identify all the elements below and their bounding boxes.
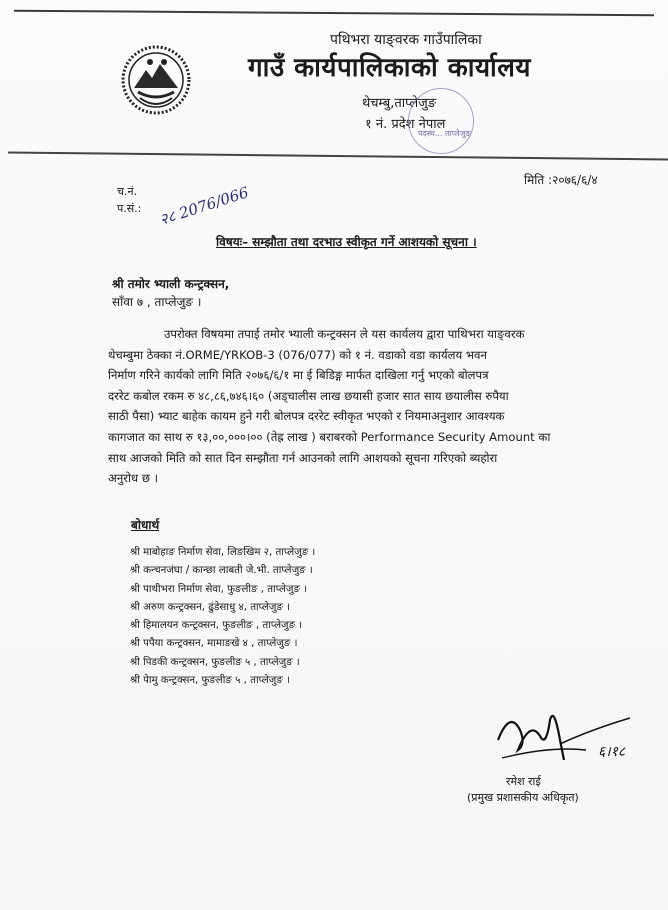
- cc-list-item: श्री पाथीभरा निर्माण सेवा, फुङलीङ , ताप्लेजुङ ।: [130, 583, 308, 595]
- signatory-name: रमेश राई: [506, 775, 541, 788]
- cc-list-item: श्री माबोहाङ निर्माण सेवा, लिङखिम २, ताप्लेजुङ ।: [130, 547, 316, 558]
- top-rule: [14, 10, 654, 16]
- cc-list-item: श्री पिडकी कन्ट्रक्सन, फुङलीङ ५ , ताप्लेजुङ ।: [130, 656, 300, 668]
- address-line-2: १ नं. प्रदेश नेपाल: [365, 117, 446, 132]
- body-line: कागजात का साथ रु १३,००,०००।०० (तेह्र लाख ) बराबरको Performance Security Amount का: [108, 429, 551, 444]
- body-line: दररेट कबोल रकम रु ४८,८६,७४६।६० (अड्चालीस लाख छयासी हजार सात साय छयालीस रुपैया: [108, 388, 509, 403]
- letter-body: [108, 324, 648, 489]
- cc-title: बोधार्थ: [131, 518, 160, 532]
- signature-date: ६।१८: [598, 744, 626, 760]
- recipient-name: श्री तमोर भ्याली कन्ट्रक्सन,: [112, 277, 230, 291]
- cc-list: [130, 544, 315, 690]
- body-line: अनुरोध छ ।: [108, 471, 159, 486]
- address-line-1: थेचम्बु,ताप्लेजुङ: [362, 96, 437, 111]
- nepal-emblem-icon: [120, 44, 192, 116]
- header-divider: [8, 152, 668, 160]
- cha-number-label: च.नं.: [117, 185, 138, 198]
- stamp-text: पदस्थ... ताप्लेजुङ: [418, 129, 471, 138]
- signatory-post: (प्रमुख प्रशासकीय अधिकृत): [467, 791, 579, 804]
- org-name-top: पथिभरा याङ्वरक गाउँपालिका: [330, 32, 482, 48]
- pa-number-label: प.सं.:: [117, 202, 142, 215]
- body-line: उपरोक्त विषयमा तपाई तमोर भ्याली कन्ट्रक्सन ले यस कार्यलय द्वारा पाथिभरा याङ्वरक: [164, 327, 525, 341]
- handwritten-reference-number: २८ 2076/066: [157, 183, 251, 229]
- body-line: थेचम्बुमा ठेक्का नं.ORME/YRKOB-3 (076/077) को १ नं. वडाको वडा कार्यलय भवन: [108, 347, 487, 362]
- subject-line: विषयः– सम्झौता तथा दरभाउ स्वीकृत गर्ने आशयको सूचना ।: [216, 235, 477, 249]
- signature-scribble: [490, 700, 640, 770]
- cc-list-item: श्री हिमालयन कन्ट्रक्सन, फुङलीङ , ताप्लेजुङ ।: [130, 620, 303, 632]
- cc-list-item: श्री अरुण कन्ट्रक्सन, ढुंडेसाधु ४, ताप्लेजुङ ।: [130, 601, 291, 613]
- recipient-address: साँवा ७ , ताप्लेजुङ ।: [112, 295, 202, 309]
- office-stamp: [408, 88, 474, 154]
- body-line: साठी पैसा) भ्याट बाहेक कायम हुने गरी बोलपत्र दररेट स्वीकृत भएको र नियमाअनुशार आवश्यक: [108, 409, 505, 424]
- body-line: साथ आजको मिति को सात दिन सम्झौता गर्न आउनको लागि आशयको सूचना गरिएको ब्यहोरा: [108, 450, 498, 465]
- org-office-title: गाउँ कार्यपालिकाको कार्यालय: [248, 53, 531, 83]
- cc-list-item: श्री पपैया कन्ट्रक्सन, मामाङखे ४ , ताप्लेजुङ ।: [130, 638, 298, 650]
- letter-date: मिति :२०७६/६/४: [524, 173, 598, 187]
- cc-list-item: श्री कन्चनजंघा / कान्छा लाबती जे.भी. ताप्लेजुङ ।: [130, 565, 313, 577]
- cc-list-item: श्री पेामु कन्ट्रक्सन, फुङलीङ ५ , ताप्लेजुङ ।: [130, 675, 290, 687]
- body-line: निर्माण गरिने कार्यको लागि मिति २०७६/६/१ मा ई बिडिङ्ग मार्फत दाखिला गर्नु भएको बोलपत्र: [108, 368, 489, 383]
